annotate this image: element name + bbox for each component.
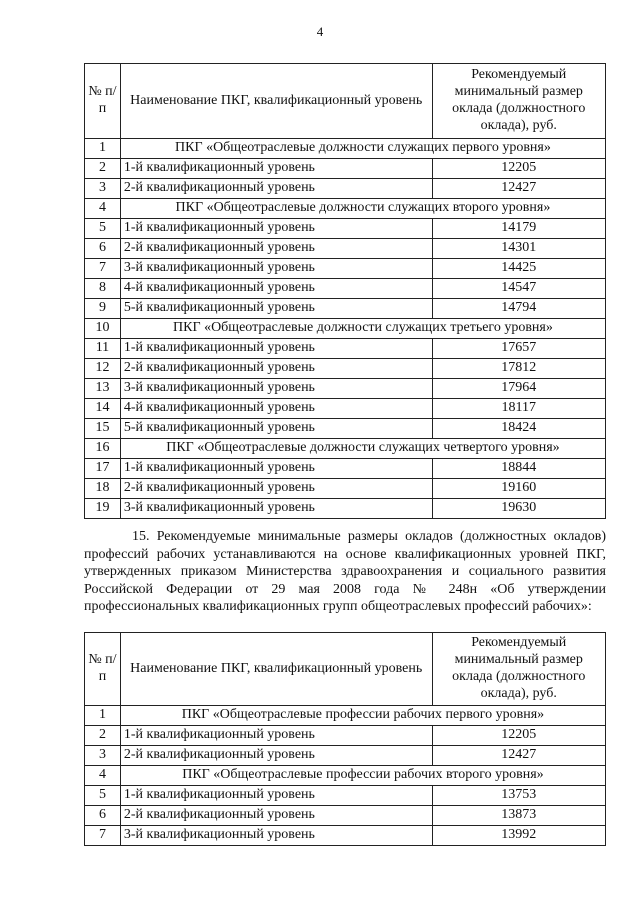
header-value: Рекомендуемый минимальный размер оклада (должностного оклада), руб. [432, 633, 606, 706]
row-number: 3 [85, 746, 121, 766]
salary-table-employees [84, 63, 606, 519]
group-title: ПКГ «Общеотраслевые должности служащих первого уровня» [120, 139, 605, 159]
group-row [85, 199, 606, 219]
row-number: 2 [85, 726, 121, 746]
table-row [85, 806, 606, 826]
row-number: 14 [85, 399, 121, 419]
page-number: 4 [316, 24, 324, 39]
salary-value: 14794 [432, 299, 605, 319]
level-name: 3-й квалификационный уровень [120, 826, 432, 846]
table-row [85, 499, 606, 519]
row-number: 12 [85, 359, 121, 379]
group-row [85, 706, 606, 726]
table-row [85, 379, 606, 399]
salary-value: 17657 [432, 339, 605, 359]
level-name: 1-й квалификационный уровень [120, 726, 432, 746]
table-row [85, 359, 606, 379]
salary-value: 12427 [432, 179, 605, 199]
level-name: 5-й квалификационный уровень [120, 419, 432, 439]
group-row [85, 439, 606, 459]
paragraph-15: 15. Рекомендуемые минимальные размеры окладов (должностных окладов) профессий рабочих устанавливаются на основе квалификационных уровней ПКГ, утвержденных приказом Министерства здравоохранения и социального развития Российской Федерации от 29 мая 2008 года № 248н «Об утверждении профессиональных квалификационных групп общеотраслевых профессий рабочих»: [84, 529, 606, 614]
salary-value: 12427 [432, 746, 606, 766]
level-name: 1-й квалификационный уровень [120, 339, 432, 359]
salary-value: 12205 [432, 159, 605, 179]
table-row [85, 179, 606, 199]
row-number: 17 [85, 459, 121, 479]
table-row [85, 826, 606, 846]
table-row [85, 746, 606, 766]
header-name: Наименование ПКГ, квалификационный уровень [120, 633, 432, 706]
row-number: 1 [85, 139, 121, 159]
row-number: 1 [85, 706, 121, 726]
level-name: 2-й квалификационный уровень [120, 179, 432, 199]
salary-value: 19630 [432, 499, 605, 519]
row-number: 4 [85, 199, 121, 219]
salary-table-workers [84, 632, 606, 846]
level-name: 2-й квалификационный уровень [120, 359, 432, 379]
level-name: 2-й квалификационный уровень [120, 746, 432, 766]
salary-value: 18117 [432, 399, 605, 419]
table-row [85, 159, 606, 179]
level-name: 1-й квалификационный уровень [120, 219, 432, 239]
group-title: ПКГ «Общеотраслевые профессии рабочих первого уровня» [120, 706, 605, 726]
salary-value: 14179 [432, 219, 605, 239]
table-row [85, 419, 606, 439]
table-row [85, 299, 606, 319]
row-number: 5 [85, 786, 121, 806]
row-number: 15 [85, 419, 121, 439]
row-number: 18 [85, 479, 121, 499]
row-number: 10 [85, 319, 121, 339]
row-number: 16 [85, 439, 121, 459]
group-row [85, 139, 606, 159]
level-name: 3-й квалификационный уровень [120, 499, 432, 519]
level-name: 4-й квалификационный уровень [120, 399, 432, 419]
table-row [85, 219, 606, 239]
level-name: 2-й квалификационный уровень [120, 479, 432, 499]
row-number: 2 [85, 159, 121, 179]
table-row [85, 786, 606, 806]
salary-value: 14547 [432, 279, 605, 299]
group-row [85, 319, 606, 339]
salary-value: 13753 [432, 786, 606, 806]
table-row [85, 259, 606, 279]
level-name: 3-й квалификационный уровень [120, 379, 432, 399]
table-body [85, 139, 606, 519]
level-name: 1-й квалификационный уровень [120, 459, 432, 479]
salary-value: 14425 [432, 259, 605, 279]
salary-value: 12205 [432, 726, 606, 746]
table-row [85, 239, 606, 259]
level-name: 2-й квалификационный уровень [120, 239, 432, 259]
group-row [85, 766, 606, 786]
row-number: 13 [85, 379, 121, 399]
row-number: 4 [85, 766, 121, 786]
table-header-row [85, 64, 606, 139]
table-header-row [85, 633, 606, 706]
group-title: ПКГ «Общеотраслевые должности служащих четвертого уровня» [120, 439, 605, 459]
header-value: Рекомендуемый минимальный размер оклада (должностного оклада), руб. [432, 64, 605, 139]
group-title: ПКГ «Общеотраслевые должности служащих второго уровня» [120, 199, 605, 219]
level-name: 4-й квалификационный уровень [120, 279, 432, 299]
table-row [85, 459, 606, 479]
salary-value: 17964 [432, 379, 605, 399]
table-row [85, 399, 606, 419]
salary-value: 14301 [432, 239, 605, 259]
level-name: 5-й квалификационный уровень [120, 299, 432, 319]
salary-value: 17812 [432, 359, 605, 379]
row-number: 8 [85, 279, 121, 299]
row-number: 9 [85, 299, 121, 319]
table-row [85, 479, 606, 499]
table-row [85, 279, 606, 299]
group-title: ПКГ «Общеотраслевые должности служащих третьего уровня» [120, 319, 605, 339]
group-title: ПКГ «Общеотраслевые профессии рабочих второго уровня» [120, 766, 605, 786]
salary-value: 13873 [432, 806, 606, 826]
level-name: 1-й квалификационный уровень [120, 786, 432, 806]
header-name: Наименование ПКГ, квалификационный уровень [120, 64, 432, 139]
row-number: 5 [85, 219, 121, 239]
salary-value: 18844 [432, 459, 605, 479]
salary-value: 19160 [432, 479, 605, 499]
row-number: 19 [85, 499, 121, 519]
salary-value: 13992 [432, 826, 606, 846]
row-number: 6 [85, 239, 121, 259]
level-name: 1-й квалификационный уровень [120, 159, 432, 179]
row-number: 7 [85, 826, 121, 846]
table-row [85, 726, 606, 746]
level-name: 2-й квалификационный уровень [120, 806, 432, 826]
row-number: 7 [85, 259, 121, 279]
row-number: 3 [85, 179, 121, 199]
header-num: № п/п [85, 633, 121, 706]
level-name: 3-й квалификационный уровень [120, 259, 432, 279]
salary-value: 18424 [432, 419, 605, 439]
row-number: 6 [85, 806, 121, 826]
header-num: № п/п [85, 64, 121, 139]
table-row [85, 339, 606, 359]
row-number: 11 [85, 339, 121, 359]
table-body [85, 706, 606, 846]
